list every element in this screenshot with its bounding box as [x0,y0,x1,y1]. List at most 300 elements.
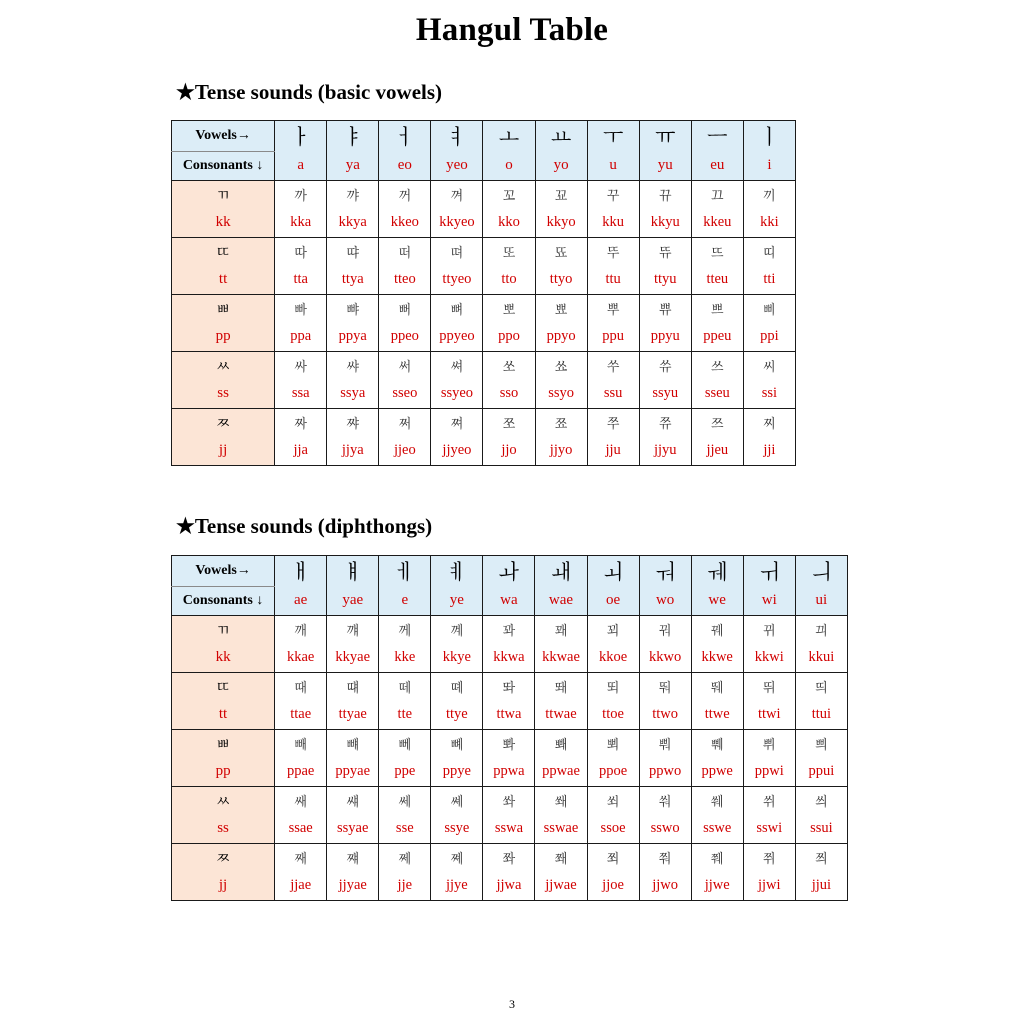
syllable-cell: 꼐 [431,615,483,644]
table-row [172,408,796,437]
romanization-cell: kku [587,209,639,238]
syllable-cell: 뾔 [587,729,639,758]
romanization-cell: ttya [327,266,379,295]
syllable-cell: 뙤 [587,672,639,701]
section-title-diphthongs: ★Tense sounds (diphthongs) [176,514,433,538]
romanization-cell: ttu [587,266,639,295]
consonant-symbol: ㄸ [172,237,275,266]
syllable-cell: 쯰 [795,843,847,872]
vowel-symbol: ㅓ [379,121,431,152]
syllable-cell: 빼 [275,729,327,758]
syllable-cell: 꾸 [587,180,639,209]
syllable-cell: 띠 [743,237,795,266]
syllable-cell: 뿌 [587,294,639,323]
romanization-cell: jjya [327,437,379,466]
romanization-cell: kko [483,209,535,238]
romanization-cell: ssye [431,815,483,844]
syllable-cell: 떼 [379,672,431,701]
romanization-cell: ttui [795,701,847,730]
romanization-cell: ppeu [691,323,743,352]
romanization-cell: tto [483,266,535,295]
syllable-cell: 쓰 [691,351,743,380]
syllable-cell: 떠 [379,237,431,266]
romanization-cell: ppyu [639,323,691,352]
syllable-cell: 꼬 [483,180,535,209]
syllable-cell: 쌰 [327,351,379,380]
romanization-cell: jjwae [535,872,587,901]
romanization-cell: tteu [691,266,743,295]
romanization-cell: kkeu [691,209,743,238]
consonant-romanization: ss [172,815,275,844]
consonant-romanization: pp [172,323,275,352]
vowel-romanization: yo [535,151,587,180]
romanization-cell: ppwo [639,758,691,787]
romanization-cell: jjui [795,872,847,901]
table-row [172,672,848,701]
romanization-cell: kka [275,209,327,238]
syllable-cell: 쎄 [379,786,431,815]
romanization-cell: ppo [483,323,535,352]
romanization-cell: sse [379,815,431,844]
syllable-cell: 쨔 [327,408,379,437]
syllable-cell: 껴 [431,180,483,209]
vowel-symbol: ㅐ [275,556,327,587]
romanization-cell: jjye [431,872,483,901]
vowel-symbol: ㅏ [275,121,327,152]
romanization-cell: kkwe [691,644,743,673]
syllable-cell: 뛔 [691,672,743,701]
vowel-symbol: ㅡ [691,121,743,152]
syllable-cell: 쫴 [535,843,587,872]
romanization-cell: kki [743,209,795,238]
syllable-cell: 쬬 [535,408,587,437]
consonant-symbol: ㅆ [172,786,275,815]
syllable-cell: 꽤 [535,615,587,644]
syllable-cell: 쫘 [483,843,535,872]
vowel-symbol: ㅢ [795,556,847,587]
syllable-cell: 뚀 [535,237,587,266]
syllable-cell: 꺼 [379,180,431,209]
romanization-cell: sswo [639,815,691,844]
vowel-symbol: ㅙ [535,556,587,587]
syllable-cell: 뼈 [431,294,483,323]
syllable-cell: 뽜 [483,729,535,758]
syllable-cell: 뚸 [639,672,691,701]
consonant-symbol: ㅆ [172,351,275,380]
romanization-cell: sseu [691,380,743,409]
syllable-cell: 띄 [795,672,847,701]
syllable-cell: 때 [275,672,327,701]
table-row [172,843,848,872]
syllable-cell: 쑤 [587,351,639,380]
romanization-cell: jju [587,437,639,466]
romanization-cell: ppui [795,758,847,787]
consonant-symbol: ㅃ [172,294,275,323]
syllable-cell: 썌 [327,786,379,815]
romanization-cell: jjwa [483,872,535,901]
romanization-cell: jjae [275,872,327,901]
vowel-romanization: yeo [431,151,483,180]
vowel-romanization: o [483,151,535,180]
syllable-cell: 쮜 [743,843,795,872]
romanization-cell: kkeo [379,209,431,238]
romanization-cell: jjyo [535,437,587,466]
romanization-cell: ppya [327,323,379,352]
vowel-romanization: e [379,586,431,615]
syllable-cell: 뗴 [431,672,483,701]
syllable-cell: 뀌 [743,615,795,644]
syllable-cell: 쐬 [587,786,639,815]
table-row [172,437,796,466]
vowel-romanization: ui [795,586,847,615]
romanization-cell: tta [275,266,327,295]
vowel-symbol: ㅟ [743,556,795,587]
table-row [172,294,796,323]
syllable-cell: 빠 [275,294,327,323]
syllable-cell: 땨 [327,237,379,266]
romanization-cell: kkyo [535,209,587,238]
syllable-cell: 쐐 [535,786,587,815]
vowel-symbol: ㅒ [327,556,379,587]
vowel-romanization: ya [327,151,379,180]
romanization-cell: ppyae [327,758,379,787]
romanization-cell: jjyae [327,872,379,901]
syllable-cell: 꽈 [483,615,535,644]
syllable-cell: 쒜 [691,786,743,815]
romanization-cell: ppoe [587,758,639,787]
vowel-symbol: ㅕ [431,121,483,152]
romanization-cell: ttwi [743,701,795,730]
consonant-romanization: jj [172,437,275,466]
romanization-cell: tteo [379,266,431,295]
hangul-table-diphthongs [171,555,848,901]
consonant-symbol: ㄲ [172,615,275,644]
vowels-axis-label: Vowels→ [172,556,275,587]
table-row [172,872,848,901]
romanization-cell: sso [483,380,535,409]
syllable-cell: 따 [275,237,327,266]
romanization-cell: ppyeo [431,323,483,352]
syllable-cell: 뚜 [587,237,639,266]
romanization-cell: jjwi [743,872,795,901]
romanization-cell: jjwo [639,872,691,901]
consonant-symbol: ㅃ [172,729,275,758]
syllable-cell: 끄 [691,180,743,209]
vowels-axis-label: Vowels→ [172,121,275,152]
romanization-cell: ppwe [691,758,743,787]
syllable-cell: 꿔 [639,615,691,644]
romanization-cell: jjwe [691,872,743,901]
table-row [172,351,796,380]
vowel-romanization: we [691,586,743,615]
syllable-cell: 뾰 [535,294,587,323]
syllable-cell: 뻐 [379,294,431,323]
romanization-cell: tti [743,266,795,295]
syllable-cell: 뀨 [639,180,691,209]
consonant-romanization: pp [172,758,275,787]
romanization-cell: ttwe [691,701,743,730]
romanization-cell: kkyeo [431,209,483,238]
syllable-cell: 쮸 [639,408,691,437]
consonant-romanization: jj [172,872,275,901]
romanization-cell: jjeu [691,437,743,466]
vowel-symbol: ㅔ [379,556,431,587]
romanization-cell: jjyu [639,437,691,466]
romanization-cell: ssoe [587,815,639,844]
romanization-cell: kkyu [639,209,691,238]
table-row [172,323,796,352]
vowel-symbol: ㅣ [743,121,795,152]
romanization-cell: jjo [483,437,535,466]
romanization-cell: sseo [379,380,431,409]
vowel-romanization: yu [639,151,691,180]
vowel-romanization: wae [535,586,587,615]
table-row [172,644,848,673]
syllable-cell: 꿰 [691,615,743,644]
consonant-symbol: ㅉ [172,843,275,872]
romanization-cell: ttwa [483,701,535,730]
syllable-cell: 꺠 [327,615,379,644]
page-title: Hangul Table [415,12,609,48]
section-title-basic-vowels: ★Tense sounds (basic vowels) [176,80,443,104]
romanization-cell: ttye [431,701,483,730]
syllable-cell: 삐 [743,294,795,323]
vowel-symbol: ㅑ [327,121,379,152]
romanization-cell: ssi [743,380,795,409]
syllable-cell: 뼤 [431,729,483,758]
romanization-cell: ttyo [535,266,587,295]
syllable-cell: 쯔 [691,408,743,437]
vowel-symbol: ㅗ [483,121,535,152]
romanization-cell: kkui [795,644,847,673]
syllable-cell: 꾀 [587,615,639,644]
romanization-cell: kkwa [483,644,535,673]
syllable-cell: 까 [275,180,327,209]
page-number: 3 [509,997,515,1011]
vowel-symbol: ㅖ [431,556,483,587]
syllable-cell: 끼 [743,180,795,209]
syllable-cell: 쑈 [535,351,587,380]
syllable-cell: 쪠 [431,843,483,872]
syllable-cell: 뺘 [327,294,379,323]
romanization-cell: ppwae [535,758,587,787]
vowel-romanization: i [743,151,795,180]
syllable-cell: 꾜 [535,180,587,209]
syllable-cell: 쁘 [691,294,743,323]
romanization-cell: ssu [587,380,639,409]
vowel-symbol: ㅝ [639,556,691,587]
vowel-romanization: eu [691,151,743,180]
romanization-cell: kkye [431,644,483,673]
romanization-cell: kkoe [587,644,639,673]
romanization-cell: sswi [743,815,795,844]
syllable-cell: 꺄 [327,180,379,209]
syllable-cell: 뻬 [379,729,431,758]
vowel-symbol: ㅠ [639,121,691,152]
vowel-romanization: u [587,151,639,180]
vowel-romanization: ye [431,586,483,615]
vowel-symbol: ㅛ [535,121,587,152]
consonant-romanization: ss [172,380,275,409]
romanization-cell: ppwa [483,758,535,787]
syllable-cell: 또 [483,237,535,266]
vowel-symbol-row [172,556,848,587]
syllable-cell: 짜 [275,408,327,437]
romanization-cell: ssyu [639,380,691,409]
syllable-cell: 뗘 [431,237,483,266]
vowel-symbol: ㅚ [587,556,639,587]
syllable-cell: 께 [379,615,431,644]
romanization-cell: tte [379,701,431,730]
syllable-cell: 씨 [743,351,795,380]
consonant-symbol: ㄲ [172,180,275,209]
syllable-cell: 쒀 [639,786,691,815]
syllable-cell: 뛰 [743,672,795,701]
romanization-cell: jjyeo [431,437,483,466]
romanization-cell: kkya [327,209,379,238]
syllable-cell: 쭤 [639,843,691,872]
vowel-symbol-row [172,121,796,152]
romanization-cell: ppu [587,323,639,352]
table-row [172,758,848,787]
romanization-cell: jje [379,872,431,901]
romanization-cell: ssyo [535,380,587,409]
syllable-cell: 쓔 [639,351,691,380]
syllable-cell: 뜌 [639,237,691,266]
syllable-cell: 쌔 [275,786,327,815]
syllable-cell: 끠 [795,615,847,644]
syllable-cell: 뜨 [691,237,743,266]
syllable-cell: 쏴 [483,786,535,815]
syllable-cell: 쨰 [327,843,379,872]
romanization-cell: ppyo [535,323,587,352]
romanization-cell: kkae [275,644,327,673]
syllable-cell: 쁴 [795,729,847,758]
syllable-cell: 씌 [795,786,847,815]
vowel-romanization-row [172,586,848,615]
romanization-cell: kke [379,644,431,673]
vowel-romanization: wo [639,586,691,615]
romanization-cell: ppi [743,323,795,352]
romanization-cell: jji [743,437,795,466]
syllable-cell: 쀄 [691,729,743,758]
consonants-axis-label: Consonants ↓ [172,151,275,180]
vowel-romanization: yae [327,586,379,615]
syllable-cell: 싸 [275,351,327,380]
syllable-cell: 쩌 [379,408,431,437]
consonant-romanization: kk [172,209,275,238]
syllable-cell: 뽸 [535,729,587,758]
syllable-cell: 쏘 [483,351,535,380]
romanization-cell: kkyae [327,644,379,673]
syllable-cell: 쎠 [431,351,483,380]
table-row [172,729,848,758]
romanization-cell: ppe [379,758,431,787]
vowel-symbol: ㅘ [483,556,535,587]
romanization-cell: ttoe [587,701,639,730]
romanization-cell: jja [275,437,327,466]
vowel-romanization: eo [379,151,431,180]
vowel-romanization: wa [483,586,535,615]
syllable-cell: 뙈 [535,672,587,701]
romanization-cell: sswae [535,815,587,844]
romanization-cell: kkwi [743,644,795,673]
syllable-cell: 쭈 [587,408,639,437]
syllable-cell: 깨 [275,615,327,644]
consonant-romanization: kk [172,644,275,673]
romanization-cell: ttyeo [431,266,483,295]
romanization-cell: ppae [275,758,327,787]
syllable-cell: 쪄 [431,408,483,437]
consonant-romanization: tt [172,266,275,295]
romanization-cell: sswe [691,815,743,844]
hangul-table-basic-vowels [171,120,796,466]
syllable-cell: 찌 [743,408,795,437]
syllable-cell: 쀼 [639,294,691,323]
romanization-cell: ppa [275,323,327,352]
table-row [172,266,796,295]
syllable-cell: 쀠 [743,729,795,758]
romanization-cell: jjoe [587,872,639,901]
romanization-cell: ttwae [535,701,587,730]
table-row [172,209,796,238]
vowel-symbol: ㅜ [587,121,639,152]
consonant-romanization: tt [172,701,275,730]
consonant-symbol: ㄸ [172,672,275,701]
romanization-cell: ssui [795,815,847,844]
syllable-cell: 쒸 [743,786,795,815]
romanization-cell: ttyae [327,701,379,730]
syllable-cell: 쎼 [431,786,483,815]
syllable-cell: 쬐 [587,843,639,872]
vowel-romanization: a [275,151,327,180]
romanization-cell: ttae [275,701,327,730]
syllable-cell: 똬 [483,672,535,701]
romanization-cell: ppye [431,758,483,787]
syllable-cell: 쪼 [483,408,535,437]
romanization-cell: ppwi [743,758,795,787]
table-row [172,380,796,409]
syllable-cell: 뽀 [483,294,535,323]
romanization-cell: ttyu [639,266,691,295]
syllable-cell: 뿨 [639,729,691,758]
syllable-cell: 뺴 [327,729,379,758]
consonants-axis-label: Consonants ↓ [172,586,275,615]
syllable-cell: 써 [379,351,431,380]
romanization-cell: ssyeo [431,380,483,409]
vowel-symbol: ㅞ [691,556,743,587]
syllable-cell: 쮀 [691,843,743,872]
romanization-cell: ssae [275,815,327,844]
romanization-cell: ttwo [639,701,691,730]
table-row [172,701,848,730]
romanization-cell: ssyae [327,815,379,844]
vowel-romanization-row [172,151,796,180]
syllable-cell: 떄 [327,672,379,701]
romanization-cell: ppeo [379,323,431,352]
consonant-symbol: ㅉ [172,408,275,437]
romanization-cell: kkwae [535,644,587,673]
vowel-romanization: wi [743,586,795,615]
romanization-cell: ssya [327,380,379,409]
romanization-cell: ssa [275,380,327,409]
table-row [172,237,796,266]
table-row [172,180,796,209]
table-row [172,615,848,644]
vowel-romanization: oe [587,586,639,615]
syllable-cell: 쩨 [379,843,431,872]
table-row [172,786,848,815]
